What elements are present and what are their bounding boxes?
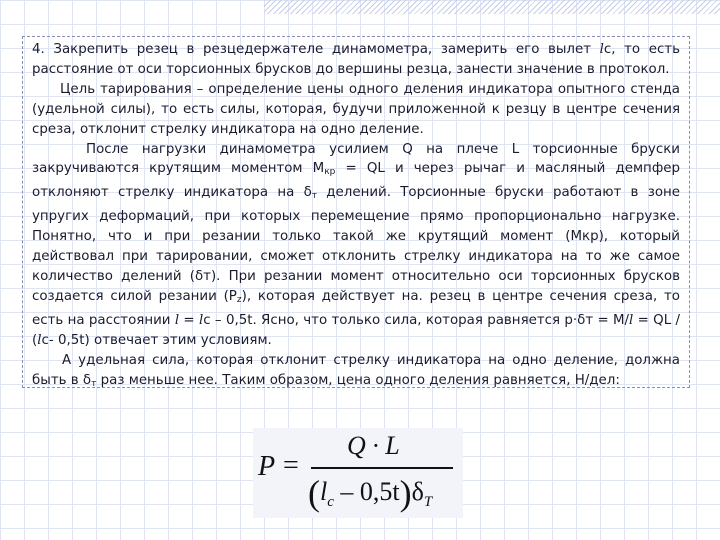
text-run: После нагрузки динамометра усилием Q на плече L торсионные бруски закручиваются крутящим моментом М (32, 141, 680, 177)
paragraph-step-4 (32, 40, 680, 80)
formula-numerator: Q · L (347, 431, 400, 460)
text-run: т (91, 378, 97, 389)
text-run: l (198, 312, 204, 328)
formula-open-paren: ( (308, 473, 320, 513)
paragraph-calibration-goal (32, 80, 680, 140)
formula-l-var: l (320, 477, 328, 506)
text-run: z (236, 294, 242, 305)
formula-l-subscript: c (327, 494, 334, 510)
paragraph-specific-force (32, 351, 680, 395)
text-run: делений. Торсионные бруски работают в зоне упругих деформаций, при которых перемещение прямо пропорционально нагрузке. Понятно, что и при резании только такой же крутящий момент (Мкр), который действовал при тарировании, сможет отклонить стрелку индикатора на то же самое количество делений (δт). При резании момент относительно оси торсионных брусков создается силой резании (Р (32, 185, 680, 304)
formula-delta: δ (411, 477, 424, 506)
text-run: l (37, 332, 42, 348)
formula-denominator (308, 472, 432, 514)
text-run: c- 0,5t) отвечает этим условиям. (41, 332, 272, 348)
text-run: c – 0,5t. Ясно, что только сила, которая равняется р·δт = М/ (203, 312, 630, 328)
formula-lhs: P (258, 451, 276, 482)
text-run: раз меньше нее. Таким образом, цена одного деления равняется, Н/дел: (96, 372, 620, 388)
text-run: А удельная сила, которая отклонит стрелку индикатора на одно деление, должна быть в δ (32, 352, 680, 388)
formula-close-paren: ) (399, 473, 412, 513)
text-run: = (179, 312, 199, 328)
text-run: ), которая действует на. резец в центре сечения среза, то есть на расстоянии (32, 288, 680, 328)
formula-division-price (253, 428, 463, 518)
text-run: Цель тарирования – определение цены одного деления индикатора опытного стенда (удельной силы), то есть силы, которая, будучи приложенной к резцу в центре сечения среза, отклонит стрелку индикатора на одно деление. (32, 81, 680, 137)
text-run: l (174, 312, 180, 328)
text-run: = QL / ( (32, 312, 681, 348)
decorative-hatch-band (264, 0, 720, 14)
document-body (32, 40, 680, 394)
paragraph-torsion-explanation (32, 140, 680, 351)
text-run: l (629, 312, 634, 328)
text-run: = QL и через рычаг и масляный демпфер отклоняют стрелку индикатора на δ (32, 161, 681, 201)
text-run: l (599, 42, 604, 57)
text-run: т (311, 191, 318, 202)
formula-delta-subscript: T (423, 494, 433, 510)
text-run: кр (324, 167, 336, 178)
formula-minus-term: – 0,5t (333, 477, 400, 506)
text-run: c, то есть расстояние от оси торсионных брусков до вершины резца, занести значение в протокол. (32, 42, 680, 77)
text-run: 4. Закрепить резец в резцедержателе динамометра, замерить его вылет (32, 42, 600, 57)
formula-equals: = (283, 450, 299, 481)
formula-fraction-bar (311, 467, 453, 469)
